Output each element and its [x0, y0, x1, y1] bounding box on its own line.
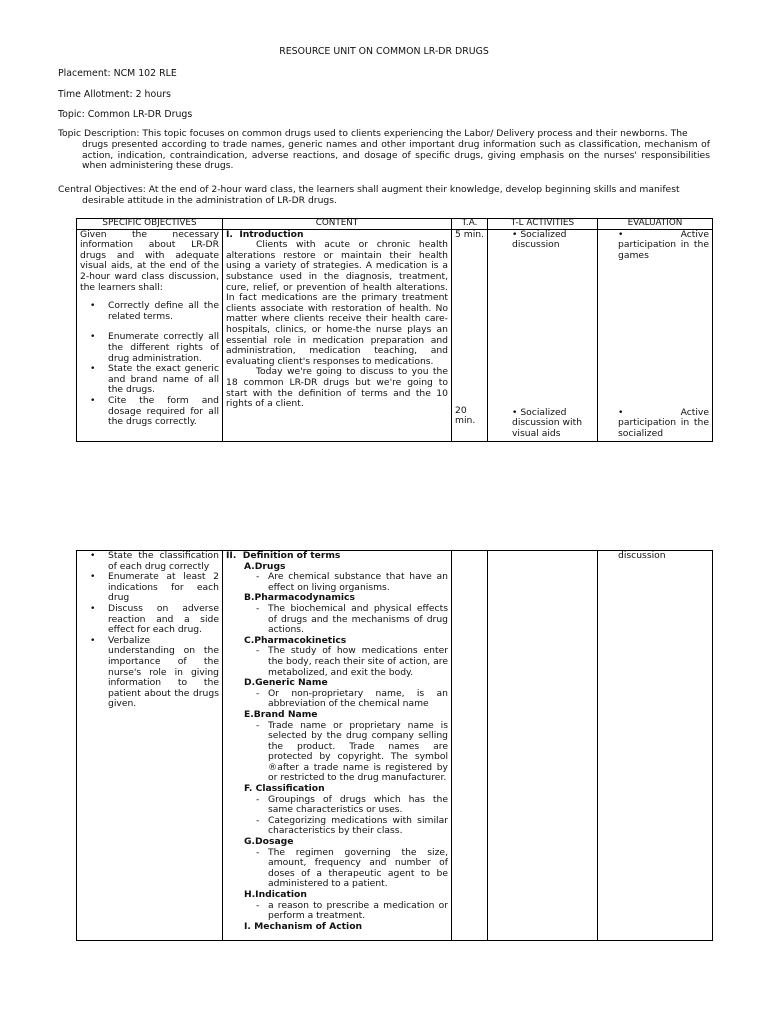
objectives-cell: [77, 229, 223, 441]
central-objectives-rest: desirable attitude in the administration of LR-DR drugs.: [82, 194, 337, 206]
evaluation-2: • Active participation in the socialized: [618, 406, 709, 439]
topic-description-first-line: Topic Description: This topic focuses on common drugs used to clients experiencing the Labor/ Delivery process and their newborns. The: [58, 128, 688, 139]
term-label: A.Drugs: [244, 560, 286, 572]
section-title: Introduction: [239, 228, 304, 240]
term-label: B.Pharmacodynamics: [244, 592, 355, 604]
term-definitions: [226, 646, 448, 678]
section-heading: [226, 551, 448, 562]
term-definitions: [226, 572, 448, 593]
tl-activity-2: • Socialized discussion with visual aids: [512, 406, 583, 439]
central-objectives-first-line: Central Objectives: At the end of 2-hour ward class, the learners shall augment their knowledge, develop beginning skills and manifest: [58, 184, 680, 195]
ta-cell: [452, 229, 488, 441]
objectives-intro: Given the necessary information about LR-DR drugs and with adequate visual aids, at the end of the 2-hour ward class discussion, the learners shall:: [80, 228, 219, 293]
list-item: - Categorizing medications with similar characteristics by their class.: [268, 816, 448, 837]
list-item: - a reason to prescribe a medication or perform a treatment.: [268, 901, 448, 922]
term-definitions: [226, 721, 448, 785]
content-cell: [223, 229, 452, 441]
list-item: • Enumerate at least 2 indications for each drug: [108, 572, 219, 604]
header-content: CONTENT: [223, 219, 452, 230]
section-number: I.: [226, 228, 233, 240]
term-label: E.Brand Name: [244, 708, 318, 720]
term-definitions: [226, 848, 448, 890]
list-item: - Or non-proprietary name, is an abbreviation of the chemical name: [268, 689, 448, 710]
header-ta: T.A.: [452, 219, 488, 230]
term-label: G.Dosage: [244, 836, 294, 848]
list-item: • State the exact generic and brand name of all the drugs.: [108, 364, 219, 396]
ta-cell: [452, 551, 488, 941]
table-header-row: [77, 219, 713, 230]
term-label: F. Classification: [244, 783, 325, 795]
evaluation-cell: [598, 551, 713, 941]
term-definitions: [226, 604, 448, 636]
section-number: II.: [226, 550, 237, 561]
list-item: - The study of how medications enter the body, reach their site of action, are metabolized, and exit the body.: [268, 646, 448, 678]
objectives-list: [80, 551, 219, 710]
tl-activity-1: • Socialized discussion: [512, 228, 567, 251]
list-item: • Verbalize understanding on the importance of the nurse's role in giving information to the patient about the drugs given.: [108, 636, 219, 710]
term-definitions: [226, 901, 448, 922]
section-title: Definition of terms: [242, 550, 341, 561]
list-item: - Trade name or proprietary name is selected by the drug company selling the product. Trade names are protected by copyright. The symbol ®after a trade name is registered by or restricted to the drug manufacturer.: [268, 721, 448, 785]
table-row: [77, 229, 713, 441]
intro-paragraph-1: Clients with acute or chronic health alterations restore or maintain their health using a variety of strategies. A medication is a substance used in the diagnosis, treatment, cure, relief, or prevention of health alterations. In fact medications are the primary treatment clients associate with restoration of health. No matter where clients receive their health care-hospitals, clinics, or home-the nurse plays an essential role in medication preparation and administration, medication teaching, and evaluating client's responses to medications.: [226, 239, 448, 367]
placement-line: Placement: NCM 102 RLE: [58, 68, 177, 79]
list-item: - Groupings of drugs which has the same characteristics or uses.: [268, 795, 448, 816]
list-item: • Discuss on adverse reaction and a side effect for each drug.: [108, 604, 219, 636]
list-item: • Correctly define all the related terms.: [108, 301, 219, 322]
list-item: • Cite the form and dosage required for all the drugs correctly.: [108, 396, 219, 428]
document-title: RESOURCE UNIT ON COMMON LR-DR DRUGS: [279, 46, 489, 57]
lesson-table-1: [76, 218, 713, 442]
tl-activities-cell: [488, 229, 598, 441]
objectives-list: [80, 301, 219, 428]
list-item: - The regimen governing the size, amount, frequency and number of doses of a therapeutic agent to be administered to a patient.: [268, 848, 448, 890]
objectives-cell: [77, 551, 223, 941]
header-evaluation: EVALUATION: [598, 219, 713, 230]
list-item: • State the classification of each drug correctly: [108, 551, 219, 572]
term-definitions: [226, 795, 448, 837]
term-label: D.Generic Name: [244, 677, 328, 689]
evaluation-continued: discussion: [618, 550, 666, 561]
content-cell: [223, 551, 452, 941]
list-item: - The biochemical and physical effects of drugs and the mechanisms of drug actions.: [268, 604, 448, 636]
term-label: I. Mechanism of Action: [244, 920, 363, 932]
evaluation-1: • Active participation in the games: [618, 228, 709, 261]
list-item: - Are chemical substance that have an effect on living organisms.: [268, 572, 448, 593]
ta-value-2: 20 min.: [455, 404, 476, 427]
topic-line: Topic: Common LR-DR Drugs: [58, 109, 193, 120]
topic-description: [58, 129, 710, 172]
term-label: H.Indication: [244, 889, 307, 900]
evaluation-cell: [598, 229, 713, 441]
intro-paragraph-2: Today we're going to discuss to you the 18 common LR-DR drugs but we're going to start with the definition of terms and the 10 rights of a client.: [226, 366, 448, 410]
lesson-table-2: [76, 550, 713, 941]
time-allotment-line: Time Allotment: 2 hours: [58, 89, 171, 100]
term-label: C.Pharmacokinetics: [244, 634, 347, 646]
table-row: [77, 551, 713, 941]
header-specific-objectives: SPECIFIC OBJECTIVES: [77, 219, 223, 230]
header-tl-activities: T-L ACTIVITIES: [488, 219, 598, 230]
central-objectives: [58, 185, 710, 207]
ta-value-1: 5 min.: [455, 228, 485, 240]
term-definitions: [226, 689, 448, 710]
list-item: • Enumerate correctly all the different rights of drug administration.: [108, 332, 219, 364]
tl-activities-cell: [488, 551, 598, 941]
topic-description-rest: drugs presented according to trade names, generic names and other important drug information such as classification, mechanism of action, indication, contraindication, adverse reactions, and dosage of specific drugs, giving emphasis on the nurses' responsibilities when administering these drugs.: [82, 138, 710, 172]
